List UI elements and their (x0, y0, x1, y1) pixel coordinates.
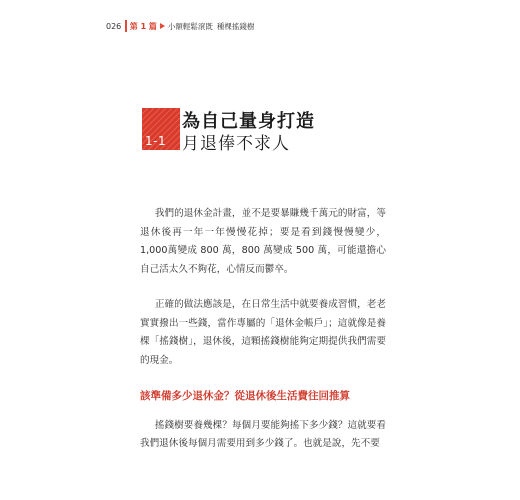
paragraph-2: 正確的做法應該是，在日常生活中就要養成習慣，老老實實撥出一些錢，當作專屬的「退休金帳戶」；這就像是養棵「搖錢樹」，退休後，這顆搖錢樹能夠定期提供我們需要的現金。 (140, 299, 386, 366)
paragraph-1: 我們的退休金計畫，並不是要暴賺幾千萬元的財富，等退休後再一年一年慢慢花掉；要是看到錢慢慢變少，1,000萬變成 800 萬，800 萬變成 500 萬，可能還擔心自己活太久不夠花，心情反而鬱卒。 (140, 208, 386, 275)
header-separator (125, 20, 127, 32)
section-title-block (142, 108, 402, 154)
section-number: 1-1 (145, 134, 167, 148)
body-text (140, 205, 386, 471)
page-number: 026 (106, 21, 122, 31)
paragraph-3: 搖錢樹要養幾棵？每個月要能夠搖下多少錢？這就要看我們退休後每個月需要用到多少錢了。也就是說，先不要 (140, 419, 386, 449)
running-header (106, 19, 254, 33)
part-label: 第 1 篇 (129, 21, 157, 31)
section-title: 為自己量身打造 (182, 111, 315, 132)
header-subtitle: 小額輕鬆滾既 (167, 21, 213, 31)
section-subtitle: 月退俸不求人 (182, 134, 290, 154)
arrow-right-icon (160, 23, 165, 29)
section-heading: 該準備多少退休金？從退休後生活費往回推算 (140, 390, 350, 402)
header-subtitle-2: 種棵搖錢樹 (216, 21, 255, 31)
section-number-box (142, 108, 180, 150)
